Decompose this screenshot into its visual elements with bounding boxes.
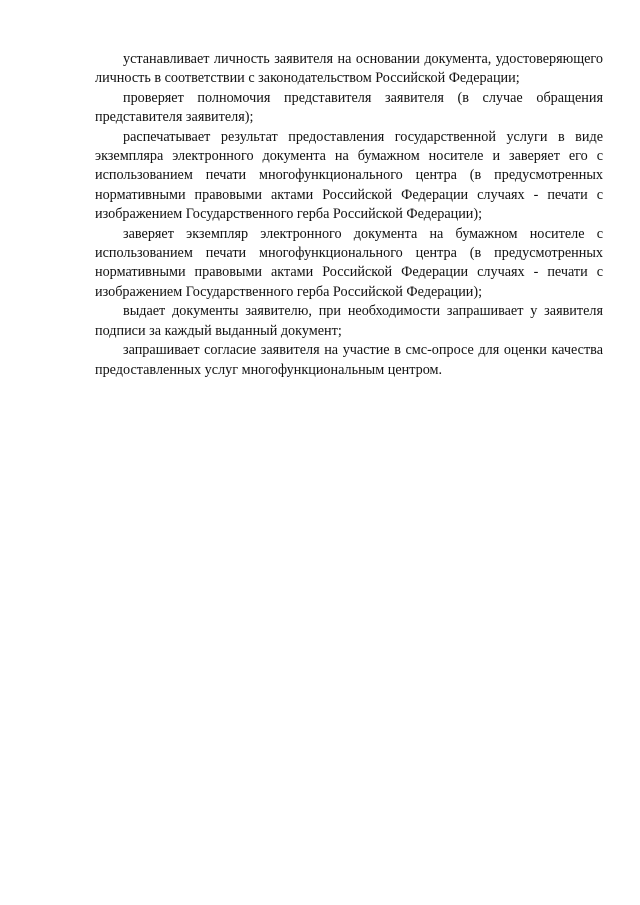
document-body (95, 50, 603, 380)
paragraph-identify-applicant: устанавливает личность заявителя на основании документа, удостоверяющего личность в соответствии с законодательством Российской Федерации; (95, 51, 603, 87)
paragraph-print-result: распечатывает результат предоставления государственной услуги в виде экземпляра электронного документа на бумажном носителе и заверяет его с использованием печати многофункционального центра (в предусмотренных нормативными правовыми актами Российской Федерации случаях - печати с изображением Государственного герба Российской Федерации); (95, 128, 603, 223)
paragraph-issue-documents: выдает документы заявителю, при необходимости запрашивает у заявителя подписи за каждый выданный документ; (95, 303, 603, 339)
paragraph-check-authority: проверяет полномочия представителя заявителя (в случае обращения представителя заявителя); (95, 89, 603, 126)
paragraph-certify-copy: заверяет экземпляр электронного документа на бумажном носителе с использованием печати многофункционального центра (в предусмотренных нормативными правовыми актами Российской Федерации случаях - печати с изображением Государственного герба Российской Федерации); (95, 225, 603, 300)
paragraph-sms-survey-consent: запрашивает согласие заявителя на участие в смс-опросе для оценки качества предоставленных услуг многофункциональным центром. (95, 342, 603, 378)
